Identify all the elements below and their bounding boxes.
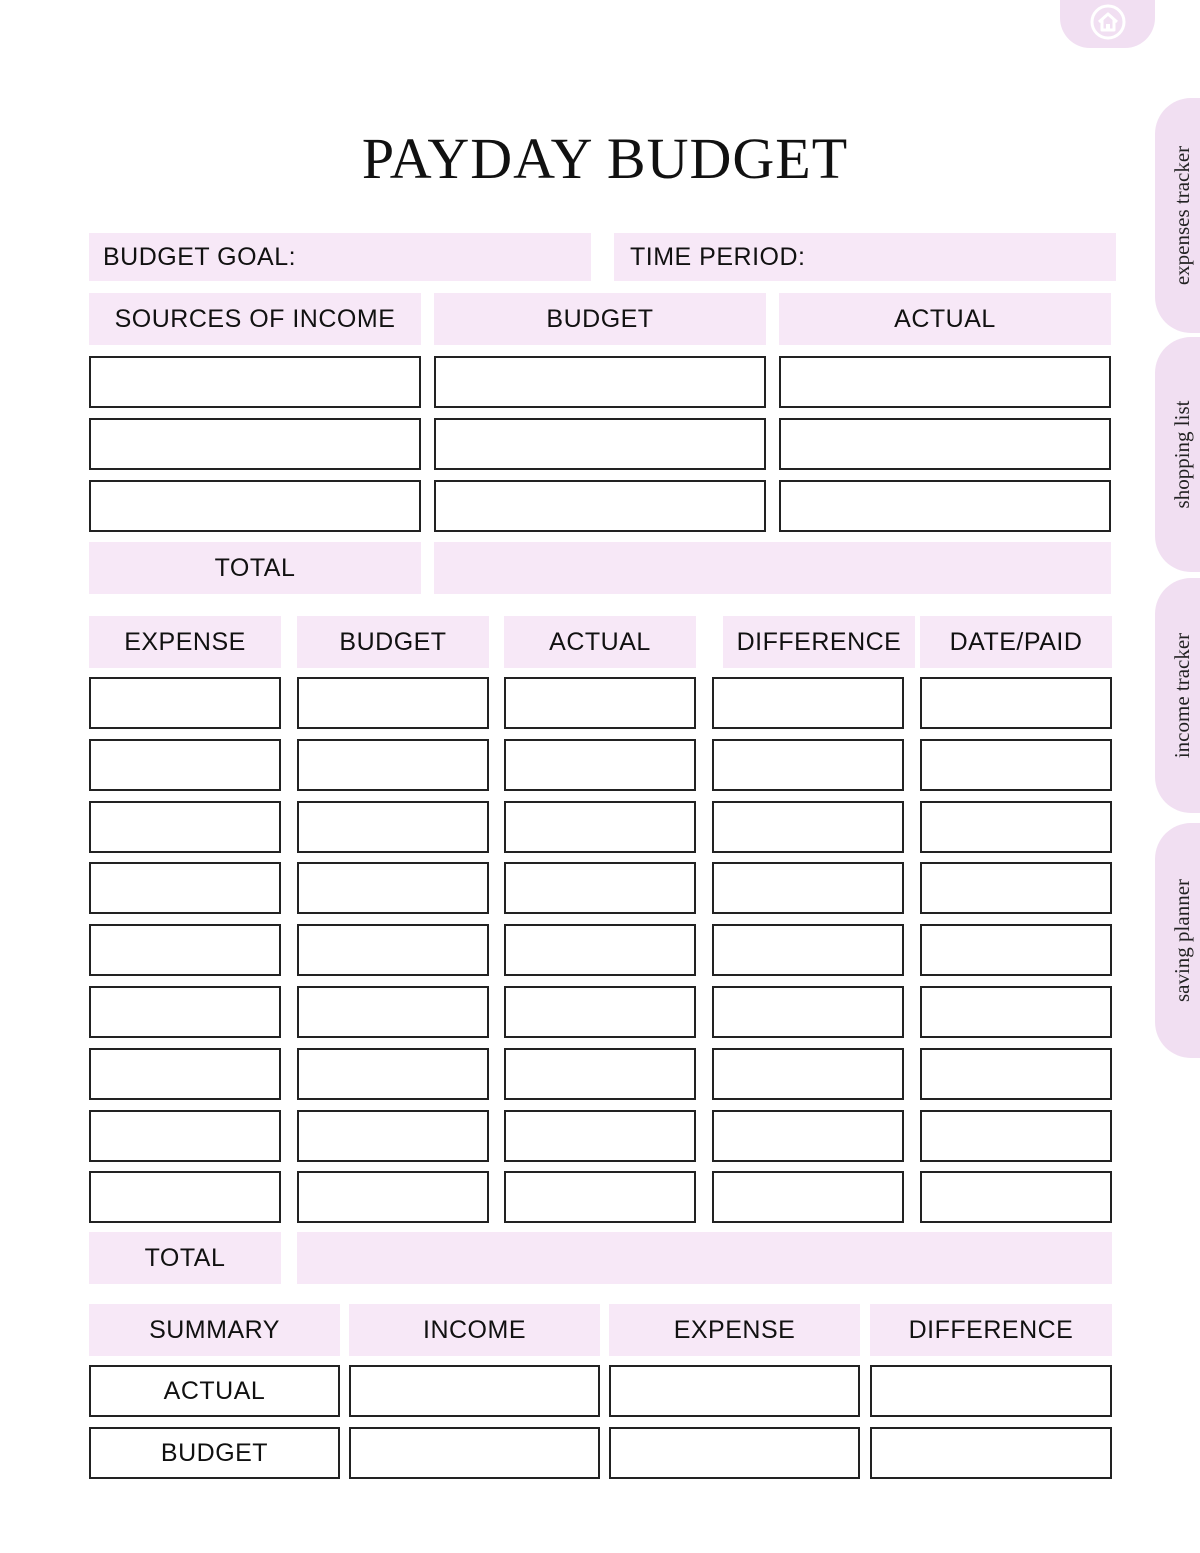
income-budget-cell[interactable] [434,356,766,408]
expense-difference-cell[interactable] [712,1110,904,1162]
page-title: PAYDAY BUDGET [361,125,849,191]
side-tab-label: shopping list [1169,400,1194,509]
side-tab-label: expenses tracker [1169,145,1194,286]
expense-date-paid-cell[interactable] [920,1171,1112,1223]
expense-name-cell[interactable] [89,739,281,791]
summary-col-header: INCOME [349,1304,600,1356]
summary-col-header: DIFFERENCE [870,1304,1112,1356]
income-source-cell[interactable] [89,480,421,532]
side-tab-label: income tracker [1169,632,1194,759]
side-tab-income-tracker[interactable] [1155,578,1200,813]
expense-actual-cell[interactable] [504,739,696,791]
summary-actual-income-cell[interactable] [349,1365,600,1417]
expense-col-header: ACTUAL [504,616,696,668]
home-tab[interactable] [1060,0,1155,48]
expense-difference-cell[interactable] [712,924,904,976]
expense-date-paid-cell[interactable] [920,924,1112,976]
expense-actual-cell[interactable] [504,677,696,729]
expense-name-cell[interactable] [89,924,281,976]
time-period-field[interactable] [614,233,1116,281]
income-col-header: BUDGET [434,293,766,345]
income-source-cell[interactable] [89,356,421,408]
expense-col-header: BUDGET [297,616,489,668]
income-actual-cell[interactable] [779,356,1111,408]
expense-difference-cell[interactable] [712,1048,904,1100]
expense-difference-cell[interactable] [712,1171,904,1223]
expense-budget-cell[interactable] [297,924,489,976]
income-actual-cell[interactable] [779,418,1111,470]
summary-budget-income-cell[interactable] [349,1427,600,1479]
expense-budget-cell[interactable] [297,801,489,853]
expense-date-paid-cell[interactable] [920,801,1112,853]
expense-budget-cell[interactable] [297,986,489,1038]
expense-budget-cell[interactable] [297,1048,489,1100]
expense-date-paid-cell[interactable] [920,862,1112,914]
expense-budget-cell[interactable] [297,1171,489,1223]
expense-col-header: DIFFERENCE [723,616,915,668]
expense-actual-cell[interactable] [504,1048,696,1100]
expense-date-paid-cell[interactable] [920,986,1112,1038]
expense-actual-cell[interactable] [504,986,696,1038]
summary-row-label: BUDGET [89,1427,340,1479]
side-tab-shopping-list[interactable] [1155,337,1200,572]
expense-budget-cell[interactable] [297,739,489,791]
expense-budget-cell[interactable] [297,677,489,729]
side-tab-saving-planner[interactable] [1155,823,1200,1058]
expense-difference-cell[interactable] [712,739,904,791]
income-source-cell[interactable] [89,418,421,470]
expense-date-paid-cell[interactable] [920,739,1112,791]
expense-col-header: DATE/PAID [920,616,1112,668]
expense-date-paid-cell[interactable] [920,1110,1112,1162]
summary-actual-difference-cell[interactable] [870,1365,1112,1417]
expense-name-cell[interactable] [89,677,281,729]
summary-row-label: ACTUAL [89,1365,340,1417]
expense-name-cell[interactable] [89,1048,281,1100]
expense-actual-cell[interactable] [504,801,696,853]
income-col-header: SOURCES OF INCOME [89,293,421,345]
expense-name-cell[interactable] [89,1171,281,1223]
expense-name-cell[interactable] [89,862,281,914]
expense-actual-cell[interactable] [504,862,696,914]
summary-actual-expense-cell[interactable] [609,1365,860,1417]
budget-goal-label: BUDGET GOAL: [103,242,297,271]
expense-total-label: TOTAL [89,1232,281,1284]
expense-name-cell[interactable] [89,801,281,853]
income-actual-cell[interactable] [779,480,1111,532]
home-icon [1090,4,1126,40]
time-period-label: TIME PERIOD: [630,242,806,271]
expense-budget-cell[interactable] [297,1110,489,1162]
expense-actual-cell[interactable] [504,924,696,976]
summary-col-header: SUMMARY [89,1304,340,1356]
expense-budget-cell[interactable] [297,862,489,914]
income-budget-cell[interactable] [434,480,766,532]
expense-actual-cell[interactable] [504,1171,696,1223]
expense-difference-cell[interactable] [712,801,904,853]
expense-name-cell[interactable] [89,986,281,1038]
income-total-field[interactable] [434,542,1111,594]
budget-goal-field[interactable] [89,233,591,281]
summary-budget-difference-cell[interactable] [870,1427,1112,1479]
expense-date-paid-cell[interactable] [920,1048,1112,1100]
income-budget-cell[interactable] [434,418,766,470]
side-tab-label: saving planner [1169,878,1194,1003]
expense-difference-cell[interactable] [712,986,904,1038]
summary-col-header: EXPENSE [609,1304,860,1356]
expense-difference-cell[interactable] [712,677,904,729]
expense-actual-cell[interactable] [504,1110,696,1162]
expense-name-cell[interactable] [89,1110,281,1162]
expense-col-header: EXPENSE [89,616,281,668]
expense-total-field[interactable] [297,1232,1112,1284]
income-total-label: TOTAL [89,542,421,594]
expense-date-paid-cell[interactable] [920,677,1112,729]
summary-budget-expense-cell[interactable] [609,1427,860,1479]
income-col-header: ACTUAL [779,293,1111,345]
expense-difference-cell[interactable] [712,862,904,914]
